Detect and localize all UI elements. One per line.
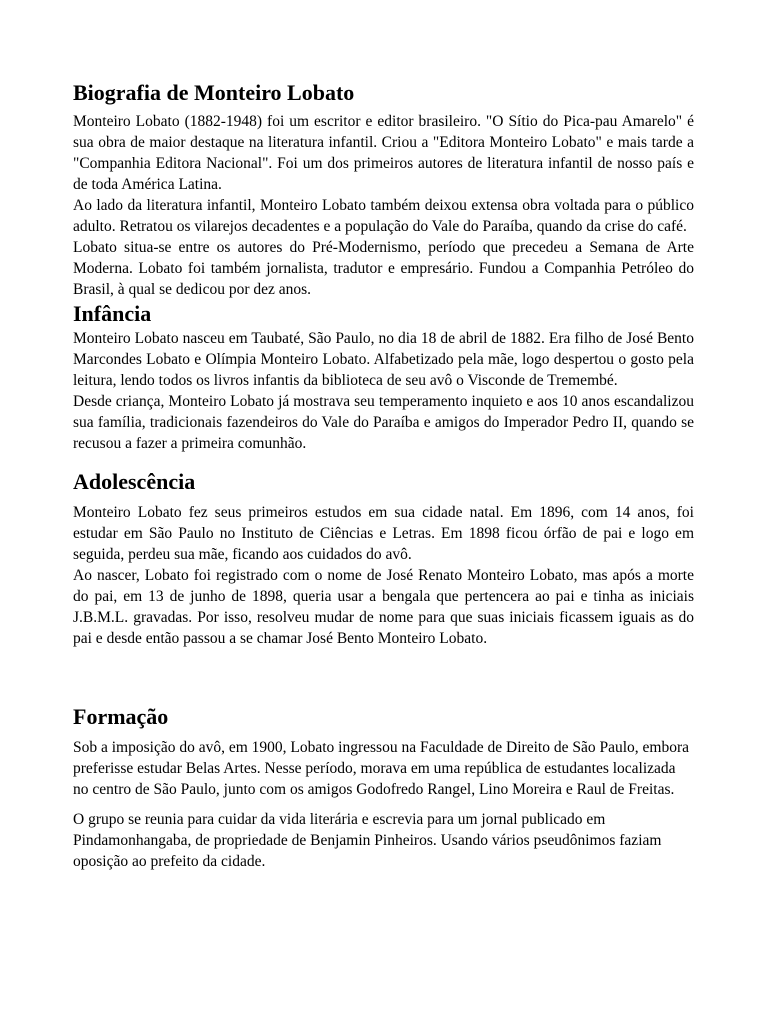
paragraph-adolescencia-2: Ao nascer, Lobato foi registrado com o nome de José Renato Monteiro Lobato, mas após a morte do pai, em 13 de junho de 1898, queria usar a bengala que pertencera ao pai e tinha as iniciais J.B.M.L. gravadas. Por isso, resolveu mudar de nome para que suas iniciais ficassem iguais as do pai e desde então passou a se chamar José Bento Monteiro Lobato.: [73, 567, 694, 647]
paragraph-infancia-1: Monteiro Lobato nasceu em Taubaté, São Paulo, no dia 18 de abril de 1882. Era filho de José Bento Marcondes Lobato e Olímpia Monteiro Lobato. Alfabetizado pela mãe, logo despertou o gosto pela leitura, lendo todos os livros infantis da biblioteca de seu avô o Visconde de Tremembé.: [73, 330, 694, 389]
paragraph-biografia-3: Lobato situa-se entre os autores do Pré-Modernismo, período que precedeu a Semana de Arte Moderna. Lobato foi também jornalista, tradutor e empresário. Fundou a Companhia Petróleo do Brasil, à qual se dedicou por dez anos.: [73, 239, 694, 298]
paragraph-formacao-1: Sob a imposição do avô, em 1900, Lobato ingressou na Faculdade de Direito de São Paulo, embora preferisse estudar Belas Artes. Nesse período, morava em uma república de estudantes localizada no centro de São Paulo, junto com os amigos Godofredo Rangel, Lino Moreira e Raul de Freitas.: [73, 739, 689, 798]
paragraph-biografia-1: Monteiro Lobato (1882-1948) foi um escritor e editor brasileiro. "O Sítio do Pica-pau Amarelo" é sua obra de maior destaque na literatura infantil. Criou a "Editora Monteiro Lobato" e mais tarde a "Companhia Editora Nacional". Foi um dos primeiros autores de literatura infantil de nosso país e de toda América Latina.: [73, 113, 694, 193]
section-title-formacao: Formação: [73, 704, 169, 729]
document-page: [73, 78, 694, 872]
paragraph-formacao-2: O grupo se reunia para cuidar da vida literária e escrevia para um jornal publicado em Pindamonhangaba, de propriedade de Benjamin Pinheiros. Usando vários pseudônimos faziam oposição ao prefeito da cidade.: [73, 811, 662, 870]
paragraph-adolescencia-1: Monteiro Lobato fez seus primeiros estudos em sua cidade natal. Em 1896, com 14 anos, foi estudar em São Paulo no Instituto de Ciências e Letras. Em 1898 ficou órfão de pai e logo em seguida, perdeu sua mãe, ficando aos cuidados do avô.: [73, 504, 694, 563]
paragraph-biografia-2: Ao lado da literatura infantil, Monteiro Lobato também deixou extensa obra voltada para o público adulto. Retratou os vilarejos decadentes e a população do Vale do Paraíba, quando da crise do café.: [73, 197, 694, 235]
section-title-infancia: Infância: [73, 301, 152, 326]
section-title-adolescencia: Adolescência: [73, 469, 196, 494]
section-title-biografia: Biografia de Monteiro Lobato: [73, 80, 355, 105]
paragraph-infancia-2: Desde criança, Monteiro Lobato já mostrava seu temperamento inquieto e aos 10 anos escandalizou sua família, tradicionais fazendeiros do Vale do Paraíba e amigos do Imperador Pedro II, quando se recusou a fazer a primeira comunhão.: [73, 393, 694, 452]
